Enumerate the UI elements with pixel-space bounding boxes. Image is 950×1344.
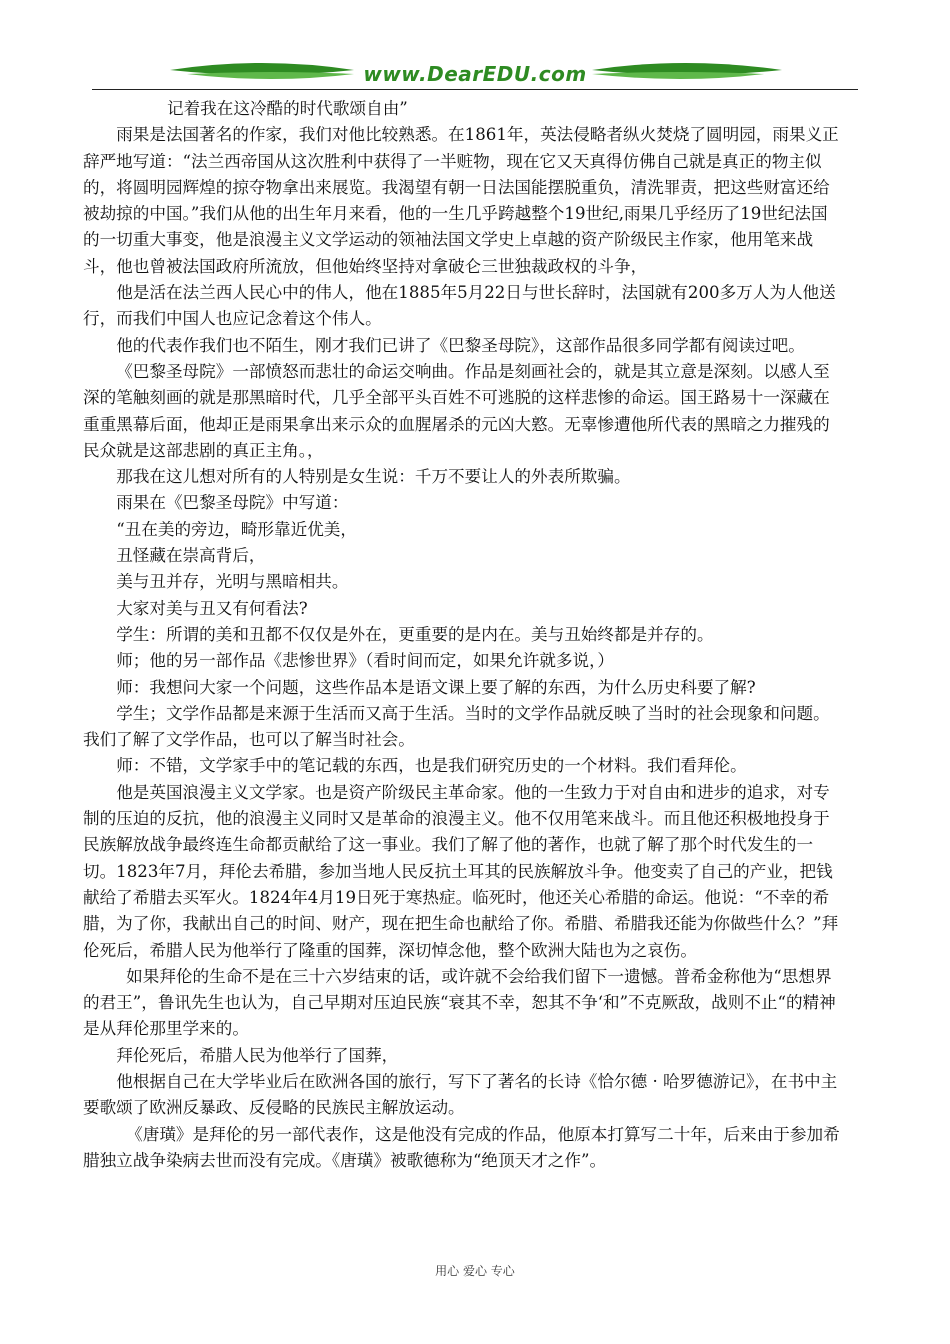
header-divider [92, 89, 858, 90]
site-header-logo [92, 58, 858, 92]
paragraph-teacher-2: 师：我想问大家一个问题，这些作品本是语文课上要了解的东西，为什么历史科要了解? [116, 677, 756, 697]
paragraph-don-juan: 《唐璜》是拜伦的另一部代表作，这是他没有完成的作品，他原本打算写二十年，后来由于参加希腊独立战争染病去世而没有完成。《唐璜》被歌德称为“绝顶天才之作”。 [83, 1124, 840, 1170]
poem-line-2: 丑怪藏在崇高背后， [116, 546, 266, 566]
poem-line-1: “丑在美的旁边，畸形靠近优美， [116, 519, 357, 539]
paragraph-byron-4: 他根据自己在大学毕业后在欧洲各国的旅行，写下了著名的长诗《恰尔德 · 哈罗德游记》，在书中主要歌颂了欧洲反暴政、反侵略的民族民主解放运动。 [83, 1071, 838, 1118]
page-footer: 用心 爱心 专心 [435, 1264, 515, 1278]
paragraph-6: 那我在这儿想对所有的人特别是女生说：千万不要让人的外表所欺骗。 [116, 467, 631, 487]
paragraph-question: 大家对美与丑又有何看法? [116, 598, 308, 618]
paragraph-7: 雨果在《巴黎圣母院》中写道： [116, 493, 349, 513]
paragraph-4: 他的代表作我们也不陌生，刚才我们已讲了《巴黎圣母院》，这部作品很多同学都有阅读过吧。 [116, 335, 805, 355]
paragraph-byron-3: 拜伦死后，希腊人民为他举行了国葬， [116, 1045, 399, 1065]
poem-line-3: 美与丑并存，光明与黑暗相共。 [116, 572, 349, 592]
paragraph-1: 记着我在这冷酷的时代歌颂自由” [167, 99, 408, 118]
paragraph-2: 雨果是法国著名的作家，我们对他比较熟悉。在1861年，英法侵略者纵火焚烧了圆明园，雨果义正辞严地写道：“法兰西帝国从这次胜利中获得了一半赃物，现在它又天真得仿佛自己就是真正的物主似的，将圆明园辉煌的掠夺物拿出来展览。我渴望有朝一日法国能摆脱重负，清洗罪责，把这些财富还给被劫掠的中国。”我们从他的出生年月来看，他的一生几乎跨越整个19世纪,雨果几乎经历了19世纪法国的一切重大事变，他是浪漫主义文学运动的领袖法国文学史上卓越的资产阶级民主作家，他用笔来战斗，他也曾被法国政府所流放，但他始终坚持对拿破仑三世独裁政权的斗争， [83, 125, 839, 276]
paragraph-5: 《巴黎圣母院》一部愤怒而悲壮的命运交响曲。作品是刻画社会的，就是其立意是深刻。以感人至深的笔触刻画的就是那黑暗时代，几乎全部平头百姓不可逃脱的这样悲惨的命运。国王路易十一深藏在重重黑幕后面，他却正是雨果拿出来示众的血腥屠杀的元凶大憝。无辜惨遭他所代表的黑暗之力摧残的民众就是这部悲剧的真正主角。， [83, 361, 830, 460]
site-url-text: www.DearEDU.com [363, 62, 587, 86]
paragraph-student-1: 学生：所谓的美和丑都不仅仅是外在，更重要的是内在。美与丑始终都是并存的。 [116, 624, 714, 644]
paragraph-teacher-1: 师；他的另一部作品《悲惨世界》（看时间而定，如果允许就多说，） [116, 651, 614, 671]
paragraph-byron-2: 如果拜伦的生命不是在三十六岁结束的话，或许就不会给我们留下一遗憾。普希金称他为“思想界的君王”，鲁讯先生也认为，自己早期对压迫民族“衰其不幸，恕其不争‘和”不克厥敌，战则不止“的精神是从拜伦那里学来的。 [83, 966, 836, 1039]
paragraph-byron: 他是英国浪漫主义文学家。也是资产阶级民主革命家。他的一生致力于对自由和进步的追求，对专制的压迫的反抗，他的浪漫主义同时又是革命的浪漫主义。他不仅用笔来战斗。而且他还积极地投身于民族解放战争最终连生命都贡献给了这一事业。我们了解了他的著作，也就了解了那个时代发生的一切。1823年7月，拜伦去希腊，参加当地人民反抗土耳其的民族解放斗争。他变卖了自己的产业，把钱献给了希腊去买军火。1824年4月19日死于寒热症。临死时，他还关心希腊的命运。他说：“不幸的希腊，为了你，我献出自己的时间、财产，现在把生命也献给了你。希腊、希腊我还能为你做些什么？”拜伦死后，希腊人民为他举行了隆重的国葬，深切悼念他，整个欧洲大陆也为之哀伤。 [83, 782, 839, 960]
paragraph-teacher-3: 师：不错，文学家手中的笔记载的东西，也是我们研究历史的一个材料。我们看拜伦。 [116, 756, 747, 776]
paragraph-student-2: 学生；文学作品都是来源于生活而又高于生活。当时的文学作品就反映了当时的社会现象和问题。我们了解了文学作品，也可以了解当时社会。 [83, 703, 830, 750]
document-body [83, 96, 841, 1174]
site-url [92, 62, 858, 86]
paragraph-3: 他是活在法兰西人民心中的伟人，他在1885年5月22日与世长辞时，法国就有200多万人为人他送行，而我们中国人也应记念着这个伟人。 [83, 283, 836, 329]
